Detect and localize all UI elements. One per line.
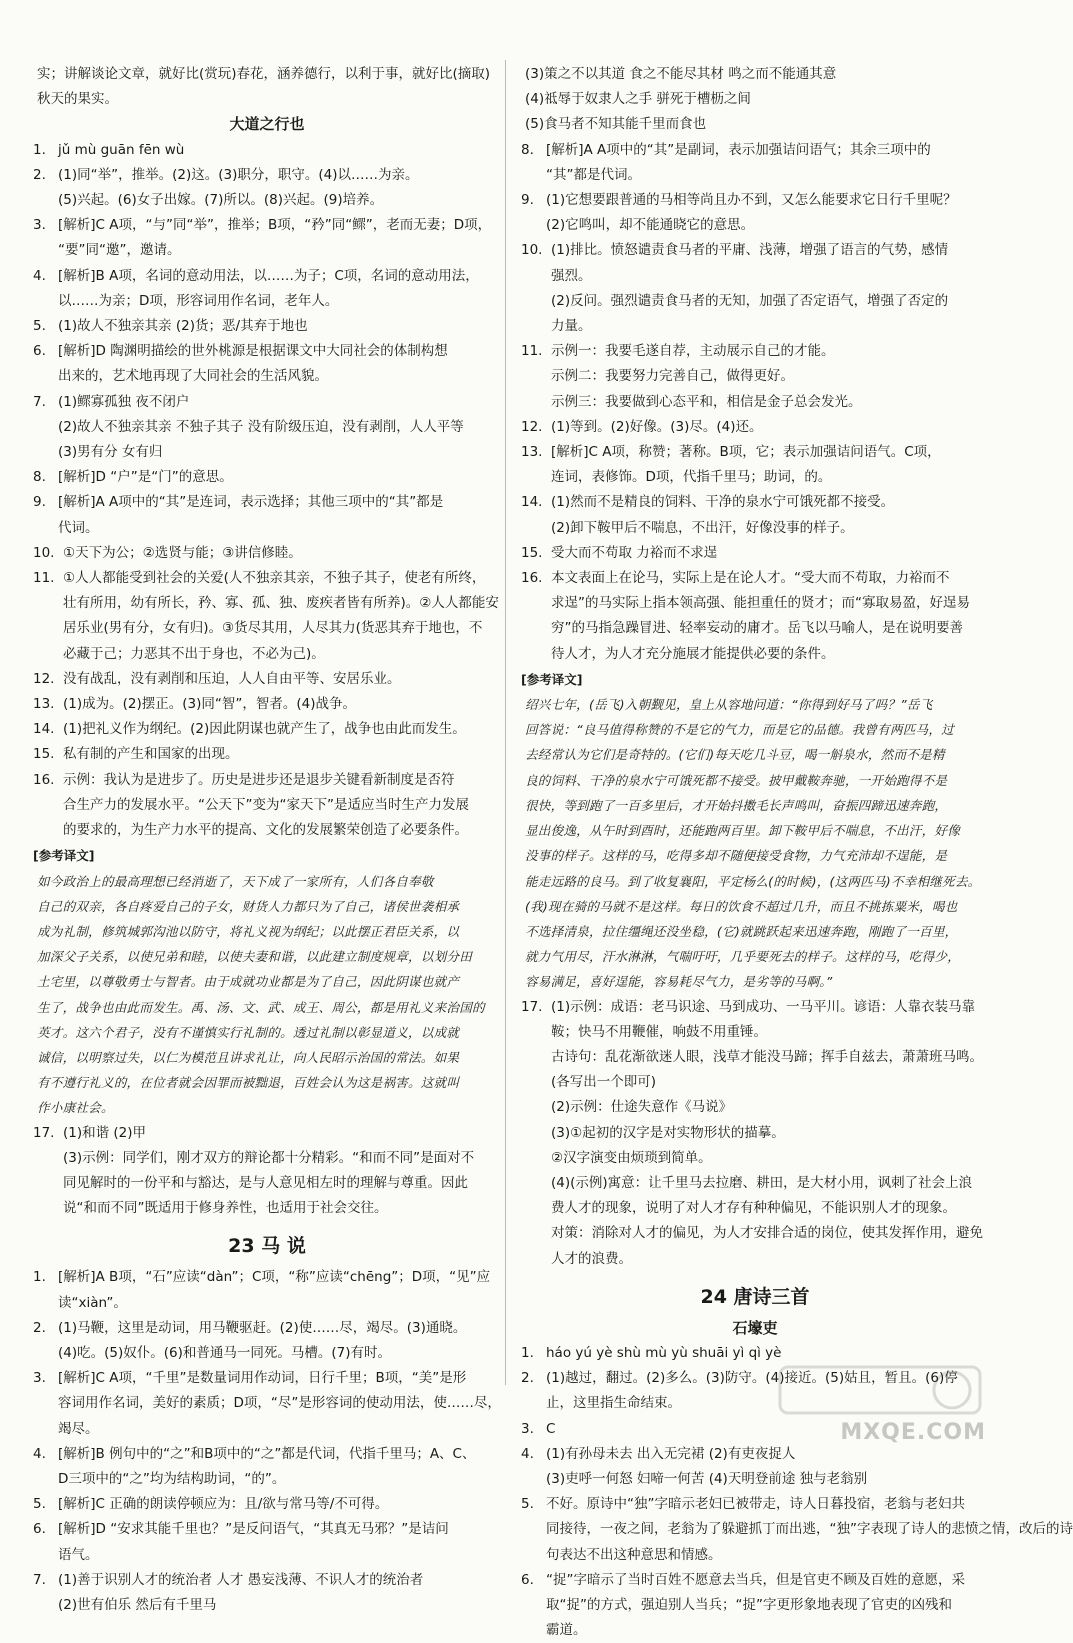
text-line: 强烈。 xyxy=(551,267,592,284)
text-line: [解析]A A项中的“其”是连词，表示选择；其他三项中的“其”都是 xyxy=(58,494,444,511)
text-line: 连词，表修饰。D项，代指千里马；助词，的。 xyxy=(551,469,832,486)
text-line: (1)善于识别人才的统治者 人才 愚妄浅薄、不识人才的统治者 xyxy=(58,1571,424,1588)
answer-item xyxy=(33,1442,501,1492)
item-number: 2. xyxy=(33,1319,46,1336)
item-number: 4. xyxy=(521,1445,534,1462)
text-line: (1)马鞭，这里是动词，用马鞭驱赶。(2)使……尽，竭尽。(3)通晓。 xyxy=(58,1319,467,1336)
text-line: 诚信，以明察过失，以仁为模范且讲求礼让，向人民昭示治国的常法。如果 xyxy=(37,1049,460,1065)
section-title: 24 唐诗三首 xyxy=(700,1285,810,1308)
subsection-heading: 大道之行也 xyxy=(229,115,305,134)
text-line: [解析]D “户”是“门”的意思。 xyxy=(58,469,233,486)
answer-item xyxy=(33,138,501,163)
text-line: (3)策之不以其道 食之不能尽其材 鸣之而不能通其意 xyxy=(525,66,837,82)
text-line: 不选择清泉，拉住缰绳还没坐稳，(它)就跳跃起来迅速奔跑，刚跑了一百里， xyxy=(525,923,958,939)
item-number: 5. xyxy=(521,1496,534,1513)
text-line: 容词用作名词，美好的素质；D项，“尽”是形容词的使动用法，使……尽， xyxy=(58,1395,501,1412)
item-number: 15. xyxy=(33,746,55,763)
text-line: 费人才的现象，说明了对人才存有种种偏见，不能识别人才的现象。 xyxy=(551,1200,956,1217)
text-line: (2)故人不独亲其亲 不独子其子 没有阶级压迫，没有剥削，人人平等 xyxy=(58,418,464,435)
item-number: 10. xyxy=(33,544,55,561)
text-line: 霸道。 xyxy=(546,1622,587,1639)
text-line: (1)鳏寡孤独 夜不闭户 xyxy=(58,393,190,410)
item-number: 3. xyxy=(33,1370,46,1387)
item-number: 1. xyxy=(33,141,46,158)
text-line: 古诗句：乱花渐欲迷人眼，浅草才能没马蹄；挥手自兹去，萧萧班马鸣。 xyxy=(551,1048,983,1065)
text-line: 容易满足，喜好逞能，容易耗尽气力，是劣等的马啊。” xyxy=(525,974,833,990)
text-line: (1)然而不是精良的饲料、干净的泉水宁可饿死都不接受。 xyxy=(551,494,895,511)
item-number: 16. xyxy=(33,771,55,788)
item-number: 17. xyxy=(521,998,543,1015)
text-line: 英才。这六个君子，没有不谨慎实行礼制的。透过礼制以彰显道义，以成就 xyxy=(37,1024,460,1040)
answer-item xyxy=(33,1265,501,1315)
text-line: 回答说：“良马值得称赞的不是它的气力，而是它的品德。我曾有两匹马，过 xyxy=(525,722,954,738)
answer-item xyxy=(521,188,989,238)
text-line: (1)同“举”，推举。(2)这。(3)职分，职守。(4)以……为亲。 xyxy=(58,166,419,183)
answer-item xyxy=(33,717,501,742)
text-line: (3)吏呼一何怒 妇啼一何苦 (4)天明登前途 独与老翁别 xyxy=(546,1470,868,1487)
item-number: 11. xyxy=(33,570,55,587)
text-line: 读“xiàn”。 xyxy=(58,1294,127,1311)
text-block xyxy=(33,62,501,112)
text-line: 自己的双亲，各自疼爱自己的子女，财货人力都只为了自己，诸侯世袭相承 xyxy=(37,898,460,914)
text-line: 示例三：我要做到心态平和，相信是金子总会发光。 xyxy=(551,393,862,410)
text-line: 代词。 xyxy=(58,519,99,536)
text-line: (2)世有伯乐 然后有千里马 xyxy=(58,1596,217,1613)
text-line: 鞍；快马不用鞭催，响鼓不用重锤。 xyxy=(551,1023,767,1040)
answer-item xyxy=(33,667,501,692)
answer-item xyxy=(33,566,501,667)
text-line: “其”都是代词。 xyxy=(546,166,641,183)
text-line: (3)①起初的汉字是对实物形状的描摹。 xyxy=(551,1124,785,1141)
text-line: (4)祗辱于奴隶人之手 骈死于槽枥之间 xyxy=(525,91,751,108)
text-line: 竭尽。 xyxy=(58,1420,99,1437)
item-number: 8. xyxy=(521,141,534,158)
text-line: “要”同“邀”，邀请。 xyxy=(58,242,181,259)
text-line: 不好。原诗中“独”字暗示老妇已被带走，诗人日暮投宿，老翁与老妇共 xyxy=(546,1496,965,1513)
text-line: (3)示例：同学们，刚才双方的辩论都十分精彩。“和而不同”是面对不 xyxy=(63,1149,475,1166)
text-line: 绍兴七年，(岳飞)入朝觐见，皇上从容地问道：“你得到好马了吗？”岳飞 xyxy=(525,697,933,713)
text-line: 同见解时的一份平和与豁达，是与人意见相左时的理解与尊重。因此 xyxy=(63,1174,468,1191)
answer-item xyxy=(521,415,989,440)
answer-item xyxy=(33,1517,501,1567)
item-number: 14. xyxy=(521,494,543,511)
text-line: 生了，战争也由此而发生。禹、汤、文、武、成王、周公，都是用礼义来治国的 xyxy=(37,999,485,1015)
text-line: 秋天的果实。 xyxy=(37,91,118,108)
text-line: 合生产力的发展水平。“公天下”变为“家天下”是适应当时生产力发展 xyxy=(63,796,469,813)
item-number: 2. xyxy=(521,1370,534,1387)
text-line: D三项中的“之”均为结构助词，“的”。 xyxy=(58,1470,286,1487)
item-number: 9. xyxy=(33,494,46,511)
text-line: (1)它想要跟普通的马相等尚且办不到，又怎么能要求它日行千里呢？ xyxy=(546,192,957,209)
answer-item xyxy=(33,163,501,213)
item-number: 3. xyxy=(33,217,46,234)
item-number: 16. xyxy=(521,570,543,587)
text-line: (1)故人不独亲其亲 (2)货；恶/其弃于地也 xyxy=(58,318,308,335)
text-line: 良的饲料、干净的泉水宁可饿死都不接受。披甲戴鞍奔驰，一开始跑得不是 xyxy=(525,772,948,788)
column-divider xyxy=(505,60,506,1385)
text-line: ①天下为公；②选贤与能；③讲信修睦。 xyxy=(63,544,302,561)
text-line: ①人人都能受到社会的关爱(人不独亲其亲，不独子其子，使老有所终， xyxy=(63,570,486,587)
text-line: (1)越过，翻过。(2)多么。(3)防守。(4)接近。(5)姑且，暂且。(6)停 xyxy=(546,1370,958,1387)
text-line: 如今政治上的最高理想已经消逝了，天下成了一家所有，人们各自奉敬 xyxy=(37,873,434,889)
text-line: 对策：消除对人才的偏见，为人才安排合适的岗位，使其发挥作用，避免 xyxy=(551,1225,983,1242)
answer-item xyxy=(521,339,989,415)
text-line: 示例二：我要努力完善自己，做得更好。 xyxy=(551,368,794,385)
text-line: jǔ mù guān fēn wù xyxy=(58,141,185,158)
text-line: C xyxy=(546,1420,556,1437)
text-line: 有不遵行礼义的，在位者就会因罪而被黜退，百姓会认为这是祸害。这就叫 xyxy=(37,1075,460,1091)
answer-item xyxy=(521,490,989,540)
translation-paragraph xyxy=(521,692,989,994)
item-number: 11. xyxy=(521,343,543,360)
item-number: 4. xyxy=(33,267,46,284)
text-line: (2)卸下鞍甲后不喘息，不出汗，好像没事的样子。 xyxy=(551,519,854,536)
text-line: 去经常认为它们是奇特的。(它们)每天吃几斗豆，喝一斛泉水，然而不是精 xyxy=(525,747,945,763)
text-line: 没事的样子。这样的马，吃得多却不随便接受食物，力气充沛却不逞能，是 xyxy=(525,848,948,864)
text-line: 加深父子关系，以使兄弟和睦，以使夫妻和谐，以此建立制度规章，以划分田 xyxy=(37,949,472,965)
text-line: 受大而不苟取 力裕而不求逞 xyxy=(551,544,718,561)
answer-item xyxy=(33,264,501,314)
answer-item xyxy=(33,1121,501,1222)
text-line: 以……为亲；D项，形容词用作名词，老年人。 xyxy=(58,292,339,309)
text-line: 取“捉”的方式，强迫别人当兵；“捉”字更形象地表现了官吏的凶残和 xyxy=(546,1596,952,1613)
left-column xyxy=(33,62,501,1618)
answer-item xyxy=(33,768,501,844)
translation-paragraph xyxy=(33,869,501,1121)
text-line: 求逞”的马实际上指本领高强、能担重任的贤才；而“寡取易盈，好逞易 xyxy=(551,595,970,612)
text-line: 说“和而不同”既适用于修身养性，也适用于社会交往。 xyxy=(63,1200,388,1217)
item-number: 13. xyxy=(33,696,55,713)
answer-item xyxy=(33,390,501,466)
text-line: [解析]B 例句中的“之”和B项中的“之”都是代词，代指千里马；A、C、 xyxy=(58,1445,476,1462)
text-line: 句表达不出这种意思和情感。 xyxy=(546,1546,722,1563)
item-number: 3. xyxy=(521,1420,534,1437)
text-line: (1)有孙母未去 出入无完裙 (2)有吏夜捉人 xyxy=(546,1445,796,1462)
text-line: 能走远路的良马。到了收复襄阳，平定杨么(的时候)，(这两匹马)不幸相继死去。 xyxy=(525,873,981,889)
text-line: 作小康社会。 xyxy=(37,1100,114,1116)
item-number: 6. xyxy=(33,1521,46,1538)
item-number: 12. xyxy=(521,418,543,435)
item-number: 7. xyxy=(33,393,46,410)
text-block xyxy=(521,62,989,138)
watermark-text: MXQE.COM xyxy=(840,1419,986,1445)
text-line: (1)示例：成语：老马识途、马到成功、一马平川。谚语：人靠衣装马靠 xyxy=(551,998,976,1015)
text-line: 就力气用尽，汗水淋淋，气喘吁吁，几乎要死去的样子。这样的马，吃得少， xyxy=(525,949,960,965)
item-number: 13. xyxy=(521,444,543,461)
section-title: 23 马 说 xyxy=(228,1235,306,1258)
answer-item xyxy=(521,1442,989,1492)
subsection-heading: 石壕吏 xyxy=(732,1318,778,1337)
item-number: 6. xyxy=(33,343,46,360)
text-line: [解析]A B项，“石”应读“dàn”；C项，“称”应读“chēng”；D项，“见”应 xyxy=(58,1269,491,1286)
text-line: 示例一：我要毛遂自荐，主动展示自己的才能。 xyxy=(551,343,835,360)
text-line: 显出俊逸，从午时到酉时，还能跑两百里。卸下鞍甲后不喘息，不出汗，好像 xyxy=(525,823,960,839)
text-line: 本文表面上在论马，实际上是在论人才。“受大而不苟取，力裕而不 xyxy=(551,570,950,587)
answer-item xyxy=(33,1366,501,1442)
text-line: [解析]D “安求其能千里也？”是反问语气，“其真无马邪？”是诘问 xyxy=(58,1521,449,1538)
text-line: 私有制的产生和国家的出现。 xyxy=(63,746,239,763)
answer-item xyxy=(33,213,501,263)
text-line: 必藏于己；力恶其不出于身也，不必为己)。 xyxy=(63,645,325,662)
item-number: 10. xyxy=(521,242,543,259)
item-number: 6. xyxy=(521,1571,534,1588)
answer-item xyxy=(521,566,989,667)
answer-item xyxy=(33,490,501,540)
text-line: [解析]A A项中的“其”是副词，表示加强诘问语气；其余三项中的 xyxy=(546,141,931,158)
text-line: 人才的浪费。 xyxy=(551,1250,632,1267)
answer-item xyxy=(33,465,501,490)
answer-item xyxy=(521,238,989,339)
text-line: 没有战乱，没有剥削和压迫，人人自由平等、安居乐业。 xyxy=(63,670,401,687)
item-number: 12. xyxy=(33,670,55,687)
text-line: [解析]C A项，称赞；著称。B项，它；表示加强诘问语气。C项， xyxy=(551,444,941,461)
answer-item xyxy=(521,138,989,188)
text-line: [解析]C 正确的朗读停顿应为：且/欲与常马等/不可得。 xyxy=(58,1496,389,1513)
item-number: 5. xyxy=(33,318,46,335)
text-line: 止，这里指生命结束。 xyxy=(546,1395,681,1412)
text-line: (4)(示例)寓意：让千里马去拉磨、耕田，是大材小用，讽刺了社会上浪 xyxy=(551,1174,973,1191)
text-line: (5)兴起。(6)女子出嫁。(7)所以。(8)兴起。(9)培养。 xyxy=(58,192,384,209)
answer-item xyxy=(521,541,989,566)
text-line: 待人才，为人才充分施展才能提供必要的条件。 xyxy=(551,645,835,662)
answer-item xyxy=(33,1568,501,1618)
text-line: 力量。 xyxy=(551,318,592,335)
text-line: (5)食马者不知其能千里而食也 xyxy=(525,116,707,133)
text-line: 居乐业(男有分，女有归)。③货尽其用，人尽其力(货恶其弃于地也，不 xyxy=(63,620,483,637)
text-line: (1)和谐 (2)甲 xyxy=(63,1124,147,1141)
text-line: (我)现在骑的马就不是这样。每日的饮食不超过几升，而且不挑拣粟米，喝也 xyxy=(525,898,958,914)
text-line: [解析]C A项，“千里”是数量词用作动词，日行千里；B项，“美”是形 xyxy=(58,1370,467,1387)
text-line: (2)它鸣叫，却不能通晓它的意思。 xyxy=(546,217,755,234)
reference-translation-label: [参考译文] xyxy=(33,848,95,864)
answer-item xyxy=(33,541,501,566)
item-number: 8. xyxy=(33,469,46,486)
reference-translation-label: [参考译文] xyxy=(521,671,583,687)
item-number: 5. xyxy=(33,1496,46,1513)
text-line: (1)成为。(2)摆正。(3)同“智”，智者。(4)战争。 xyxy=(63,696,356,713)
item-number: 9. xyxy=(521,192,534,209)
text-line: [解析]B A项，名词的意动用法，以……为子；C项，名词的意动用法， xyxy=(58,267,479,284)
text-line: 穷”的马指急躁冒进、轻率妄动的庸才。岳飞以马喻人，是在说明要善 xyxy=(551,620,963,637)
answer-item xyxy=(521,995,989,1272)
text-line: 土宅里，以尊敬勇士与智者。由于成就功业都是为了自己，因此阴谋也就产 xyxy=(37,974,460,990)
text-line: 示例：我认为是进步了。历史是进步还是退步关键看新制度是否符 xyxy=(63,771,455,788)
text-line: (4)吃。(5)奴仆。(6)和普通马一同死。马槽。(7)有时。 xyxy=(58,1344,391,1361)
text-line: 语气。 xyxy=(58,1546,99,1563)
answer-item xyxy=(33,692,501,717)
text-line: (1)排比。愤怒谴责食马者的平庸、浅薄，增强了语言的气势，感情 xyxy=(551,242,949,259)
text-line: (各写出一个即可) xyxy=(551,1074,657,1091)
answer-item xyxy=(33,339,501,389)
text-line: (1)等到。(2)好像。(3)尽。(4)还。 xyxy=(551,418,763,435)
text-line: 壮有所用，幼有所长，矜、寡、孤、独、废疾者皆有所养)。②人人都能安 xyxy=(63,595,499,612)
item-number: 4. xyxy=(33,1445,46,1462)
text-line: háo yú yè shù mù yù shuāi yì qì yè xyxy=(546,1344,782,1361)
text-line: ②汉字演变由烦琐到简单。 xyxy=(551,1149,712,1166)
item-number: 1. xyxy=(33,1269,46,1286)
answer-item xyxy=(33,742,501,767)
text-line: “捉”字暗示了当时百姓不愿意去当兵，但是官吏不顾及百姓的意愿，采 xyxy=(546,1571,965,1588)
item-number: 17. xyxy=(33,1124,55,1141)
item-number: 2. xyxy=(33,166,46,183)
item-number: 14. xyxy=(33,721,55,738)
text-line: (1)把礼义作为纲纪。(2)因此阴谋也就产生了，战争也由此而发生。 xyxy=(63,721,466,738)
answer-item xyxy=(33,314,501,339)
text-line: (3)男有分 女有归 xyxy=(58,444,163,461)
answer-item xyxy=(33,1492,501,1517)
text-line: (2)示例：仕途失意作《马说》 xyxy=(551,1099,733,1116)
text-line: 出来的，艺术地再现了大同社会的生活风貌。 xyxy=(58,368,328,385)
text-line: 同接待，一夜之间，老翁为了躲避抓丁而出逃，“独”字表现了诗人的悲愤之情，改后的诗 xyxy=(546,1521,1073,1538)
item-number: 15. xyxy=(521,544,543,561)
text-line: 实；讲解谈论文章，就好比(赏玩)春花，涵养德行，以利于事，就好比(摘取) xyxy=(37,66,491,82)
text-line: 的要求的，为生产力水平的提高、文化的发展繁荣创造了必要条件。 xyxy=(63,822,468,839)
text-line: 很快，等到跑了一百多里后，才开始抖擞毛长声鸣叫，奋振四蹄迅速奔跑， xyxy=(525,797,948,813)
answer-item xyxy=(521,440,989,490)
item-number: 1. xyxy=(521,1344,534,1361)
answer-item xyxy=(521,1492,1073,1568)
text-line: 成为礼制，修筑城郭沟池以防守，将礼义视为纲纪；以此摆正君臣关系，以 xyxy=(37,923,460,939)
answer-item xyxy=(521,1568,989,1643)
answer-item xyxy=(33,1316,501,1366)
text-line: [解析]D 陶渊明描绘的世外桃源是根据课文中大同社会的体制构想 xyxy=(58,343,448,360)
item-number: 7. xyxy=(33,1571,46,1588)
text-line: (2)反问。强烈谴责食马者的无知，加强了否定语气，增强了否定的 xyxy=(551,292,949,309)
text-line: [解析]C A项，“与”同“举”，推举；B项，“矜”同“鳏”，老而无妻；D项， xyxy=(58,217,492,234)
